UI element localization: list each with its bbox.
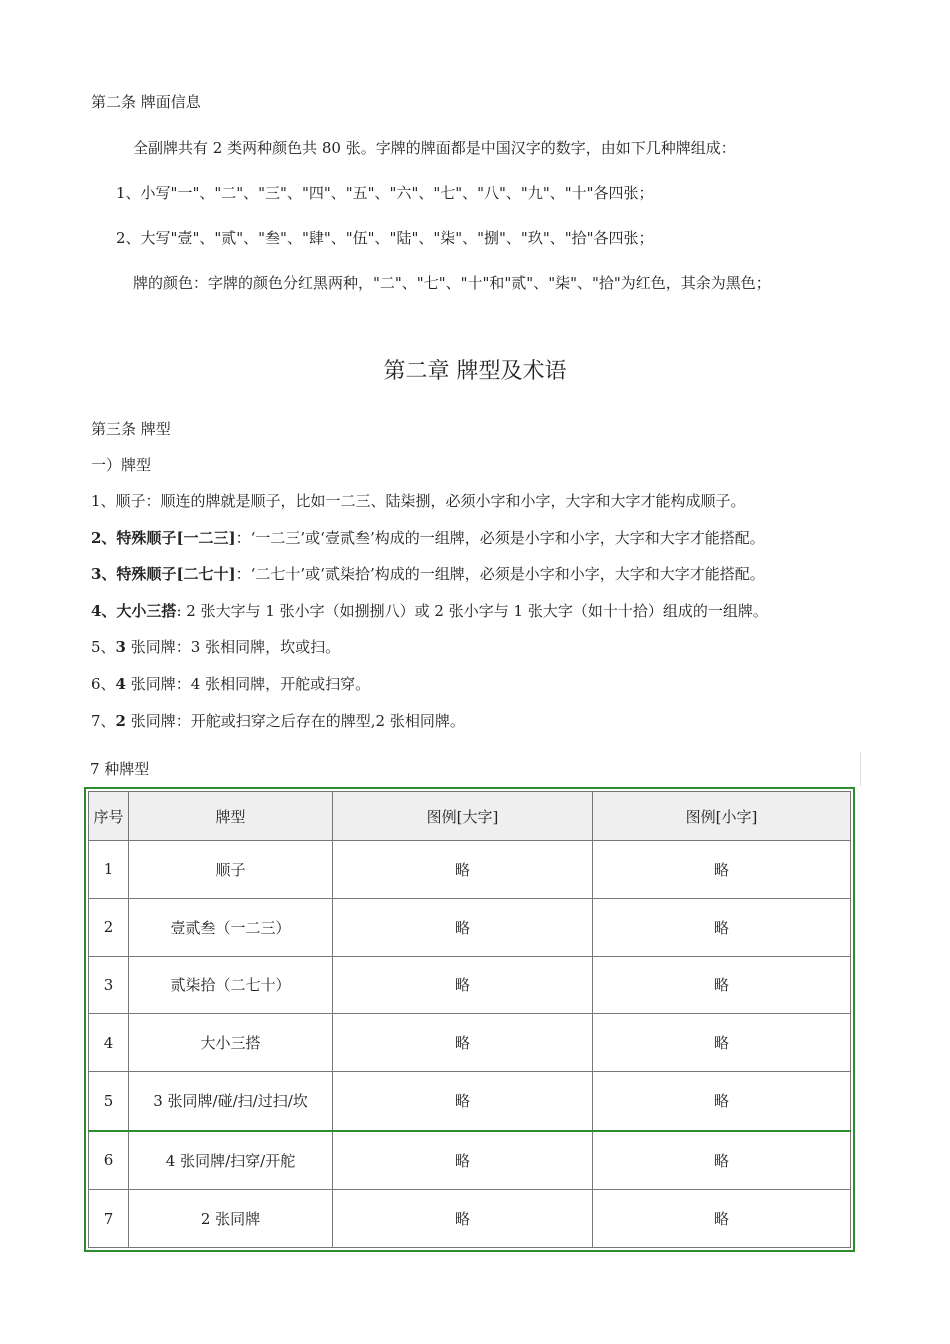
list-item-lowercase: 1、小写"一"、"二"、"三"、"四"、"五"、"六"、"七"、"八"、"九"、"十"各四张； (116, 184, 654, 202)
cell-type: 壹贰叁（一二三） (129, 898, 333, 956)
rule-6-num: 4 (115, 675, 126, 693)
cell-type: 4 张同牌/扫穿/开舵 (129, 1131, 333, 1190)
rule-6 (91, 674, 370, 694)
cell-example-upper: 略 (333, 956, 593, 1014)
cell-example-lower: 略 (593, 1014, 851, 1072)
color-note: 牌的颜色：字牌的颜色分红黑两种，"二"、"七"、"十"和"贰"、"柒"、"拾"为红色，其余为黑色； (133, 274, 771, 292)
rule-4 (91, 601, 768, 621)
cell-example-lower: 略 (593, 1072, 851, 1131)
table-caption: 7 种牌型 (90, 760, 150, 778)
cell-example-lower: 略 (593, 1190, 851, 1248)
cell-index: 1 (89, 841, 129, 899)
rule-6-text: 张同牌：4 张相同牌，开舵或扫穿。 (125, 675, 371, 693)
cell-index: 2 (89, 898, 129, 956)
cell-example-upper: 略 (333, 1190, 593, 1248)
rule-1: 1、顺子：顺连的牌就是顺子，比如一二三、陆柒捌，必须小字和小字，大字和大字才能构成顺子。 (91, 492, 746, 510)
cell-type: 贰柒拾（二七十） (129, 956, 333, 1014)
rule-6-prefix: 6、 (91, 675, 116, 693)
subsection-heading: 一）牌型 (91, 456, 152, 474)
cell-example-upper: 略 (333, 841, 593, 899)
cell-index: 7 (89, 1190, 129, 1248)
rule-3-text: ：‘二七十’或‘贰柒拾’构成的一组牌，必须是小字和小字，大字和大字才能搭配。 (235, 565, 765, 583)
table-caption-box (86, 752, 861, 786)
table-row (89, 1131, 851, 1190)
table-header-row (89, 792, 851, 841)
table-row (89, 1014, 851, 1072)
table-row (89, 1072, 851, 1131)
rule-3 (91, 564, 765, 584)
cell-example-lower: 略 (593, 1131, 851, 1190)
card-types-table (84, 787, 855, 1252)
header-type: 牌型 (129, 792, 333, 841)
cell-example-upper: 略 (333, 898, 593, 956)
cell-example-upper: 略 (333, 1131, 593, 1190)
rule-5 (91, 637, 340, 657)
rule-4-text: : 2 张大字与 1 张小字（如捌捌八）或 2 张小字与 1 张大字（如十十拾）组成的一组牌。 (176, 602, 768, 620)
header-index: 序号 (89, 792, 129, 841)
rule-5-prefix: 5、 (91, 638, 116, 656)
cell-example-lower: 略 (593, 841, 851, 899)
section-heading-card-types: 第三条 牌型 (91, 420, 171, 438)
rule-7-num: 2 (115, 712, 126, 730)
header-example-upper: 图例[大字] (333, 792, 593, 841)
cell-example-upper: 略 (333, 1014, 593, 1072)
cell-example-upper: 略 (333, 1072, 593, 1131)
cell-example-lower: 略 (593, 956, 851, 1014)
table-row (89, 841, 851, 899)
chapter-title: 第二章 牌型及术语 (383, 359, 567, 384)
rule-7 (91, 711, 465, 731)
rule-2-text: ：‘一二三’或‘壹贰叁’构成的一组牌，必须是小字和小字，大字和大字才能搭配。 (235, 529, 765, 547)
cell-index: 4 (89, 1014, 129, 1072)
cell-index: 6 (89, 1131, 129, 1190)
cell-example-lower: 略 (593, 898, 851, 956)
table-row (89, 956, 851, 1014)
table-row (89, 1190, 851, 1248)
rule-2 (91, 528, 765, 548)
cell-index: 3 (89, 956, 129, 1014)
rule-2-label: 2、特殊顺子[一二三] (91, 529, 236, 547)
section-heading-card-faces: 第二条 牌面信息 (91, 93, 201, 111)
rule-5-num: 3 (115, 638, 126, 656)
rule-5-text: 张同牌：3 张相同牌，坎或扫。 (125, 638, 341, 656)
rule-4-label: 4、大小三搭 (91, 602, 177, 620)
rule-7-text: 张同牌：开舵或扫穿之后存在的牌型,2 张相同牌。 (125, 712, 465, 730)
cell-type: 2 张同牌 (129, 1190, 333, 1248)
cell-type: 3 张同牌/碰/扫/过扫/坎 (129, 1072, 333, 1131)
table-row (89, 898, 851, 956)
rule-3-label: 3、特殊顺子[二七十] (91, 565, 236, 583)
intro-paragraph: 全副牌共有 2 类两种颜色共 80 张。字牌的牌面都是中国汉字的数字，由如下几种牌组成： (133, 139, 736, 157)
cell-index: 5 (89, 1072, 129, 1131)
header-example-lower: 图例[小字] (593, 792, 851, 841)
cell-type: 大小三搭 (129, 1014, 333, 1072)
cell-type: 顺子 (129, 841, 333, 899)
rule-7-prefix: 7、 (91, 712, 116, 730)
list-item-uppercase: 2、大写"壹"、"贰"、"叁"、"肆"、"伍"、"陆"、"柒"、"捌"、"玖"、"拾"各四张； (116, 229, 654, 247)
